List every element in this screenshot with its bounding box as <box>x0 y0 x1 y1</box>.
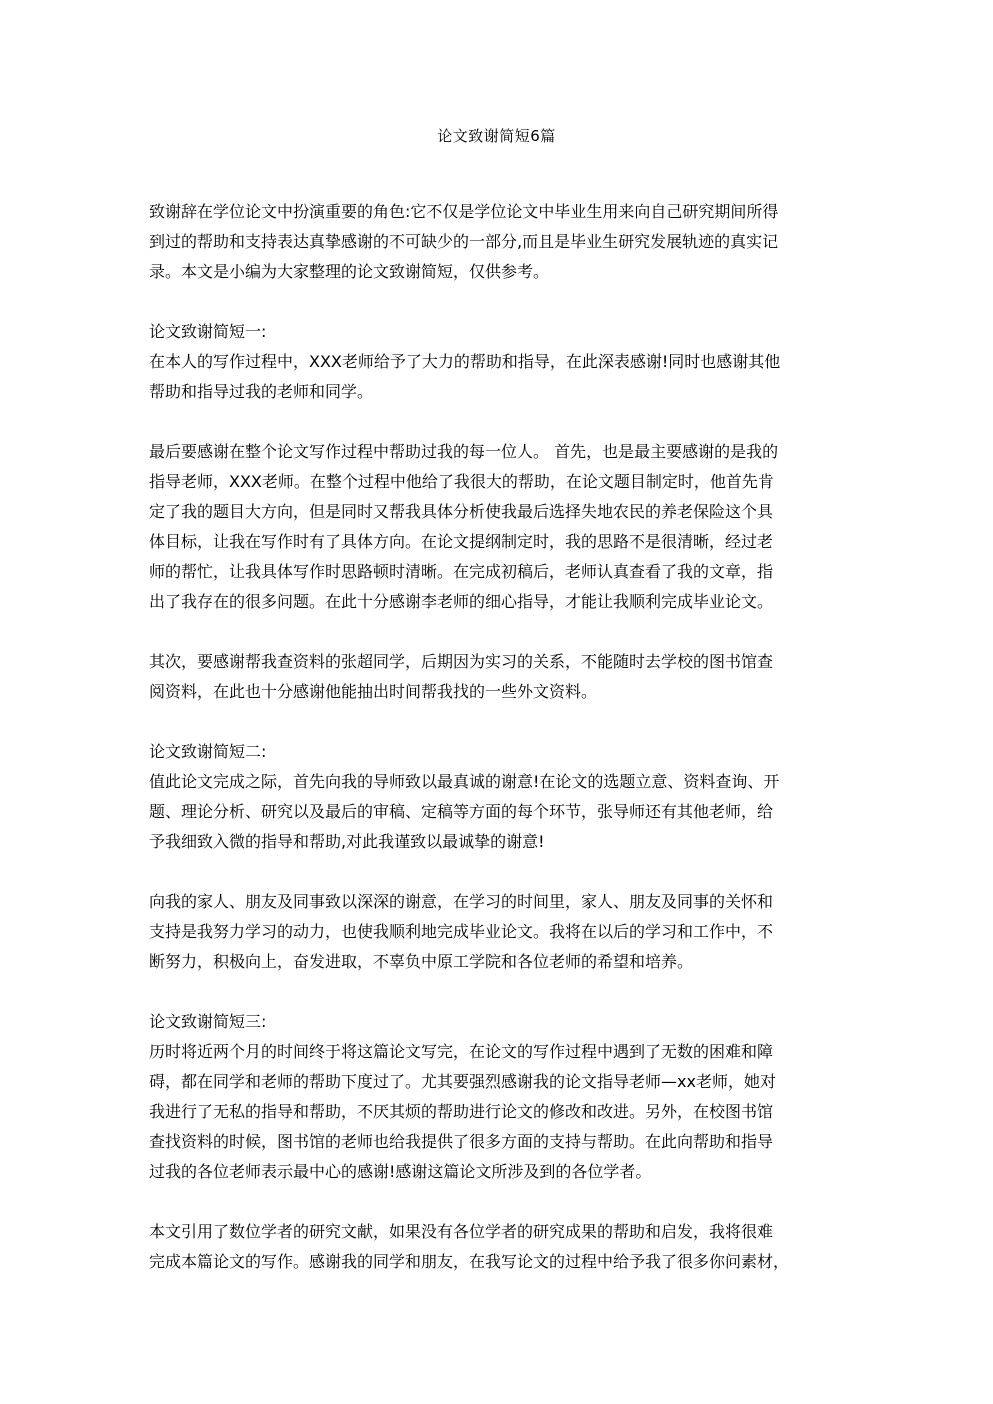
section-three-paragraph: 论文致谢简短三: 历时将近两个月的时间终于将这篇论文写完，在论文的写作过程中遇到了无数的困难和障 碍，都在同学和老师的帮助下度过了。尤其要强烈感谢我的论文指导老师—xx老师，她对 我进行了无私的指导和帮助，不厌其烦的帮助进行论文的修改和改进。另外，在校图书馆 查找资料的时候，图书馆的老师也给我提供了很多方面的支持与帮助。在此向帮助和指导 过我的各位老师表示最中心的感谢!感谢这篇论文所涉及到的各位学者。 <box>149 1012 776 1181</box>
paragraph-spacer <box>149 1187 849 1217</box>
paragraph-spacer <box>149 707 849 737</box>
paragraph-spacer <box>149 617 849 647</box>
section-one-body-paragraph: 最后要感谢在整个论文写作过程中帮助过我的每一位人。 首先，也是最主要感谢的是我的 指导老师，XXX老师。在整个过程中他给了我很大的帮助，在论文题目制定时，他首先肯 定了我的题目大方向，但是同时又帮我具体分析使我最后选择失地农民的养老保险这个具 体目标，让我在写作时有了具体方向。在论文提纲制定时，我的思路不是很清晰，经过老 师的帮忙，让我具体写作时思路顿时清晰。在完成初稿后，老师认真查看了我的文章，指 出了我存在的很多问题。在此十分感谢李老师的细心指导，才能让我顺利完成毕业论文。 <box>149 442 779 611</box>
paragraph-spacer <box>149 287 849 317</box>
document-body <box>149 197 849 1277</box>
section-one-paragraph: 论文致谢简短一: 在本人的写作过程中，XXX老师给予了大力的帮助和指导，在此深表感谢!同时也感谢其他 帮助和指导过我的老师和同学。 <box>149 322 781 401</box>
intro-paragraph: 致谢辞在学位论文中扮演重要的角色:它不仅是学位论文中毕业生用来向自己研究期间所得 到过的帮助和支持表达真挚感谢的不可缺少的一部分,而且是毕业生研究发展轨迹的真实记 录。本文是小编为大家整理的论文致谢简短，仅供参考。 <box>149 202 779 281</box>
section-three-body-paragraph: 本文引用了数位学者的研究文献，如果没有各位学者的研究成果的帮助和启发，我将很难 完成本篇论文的写作。感谢我的同学和朋友，在我写论文的过程中给予我了很多你问素材， <box>149 1222 790 1271</box>
section-two-paragraph: 论文致谢简短二: 值此论文完成之际，首先向我的导师致以最真诚的谢意!在论文的选题立意、资料查询、开 题、理论分析、研究以及最后的审稿、定稿等方面的每个环节，张导师还有其他老师，给 予我细致入微的指导和帮助,对此我谨致以最诚挚的谢意! <box>149 742 780 851</box>
section-two-body-paragraph: 向我的家人、朋友及同事致以深深的谢意，在学习的时间里，家人、朋友及同事的关怀和 支持是我努力学习的动力，也使我顺利地完成毕业论文。我将在以后的学习和工作中，不 断努力，积极向上，奋发进取，不辜负中原工学院和各位老师的希望和培养。 <box>149 892 774 971</box>
paragraph-spacer <box>149 857 849 887</box>
section-one-closing-paragraph: 其次，要感谢帮我查资料的张超同学，后期因为实习的关系，不能随时去学校的图书馆查 阅资料，在此也十分感谢他能抽出时间帮我找的一些外文资料。 <box>149 652 774 701</box>
paragraph-spacer <box>149 407 849 437</box>
document-title: 论文致谢简短6篇 <box>437 127 556 145</box>
paragraph-spacer <box>149 977 849 1007</box>
